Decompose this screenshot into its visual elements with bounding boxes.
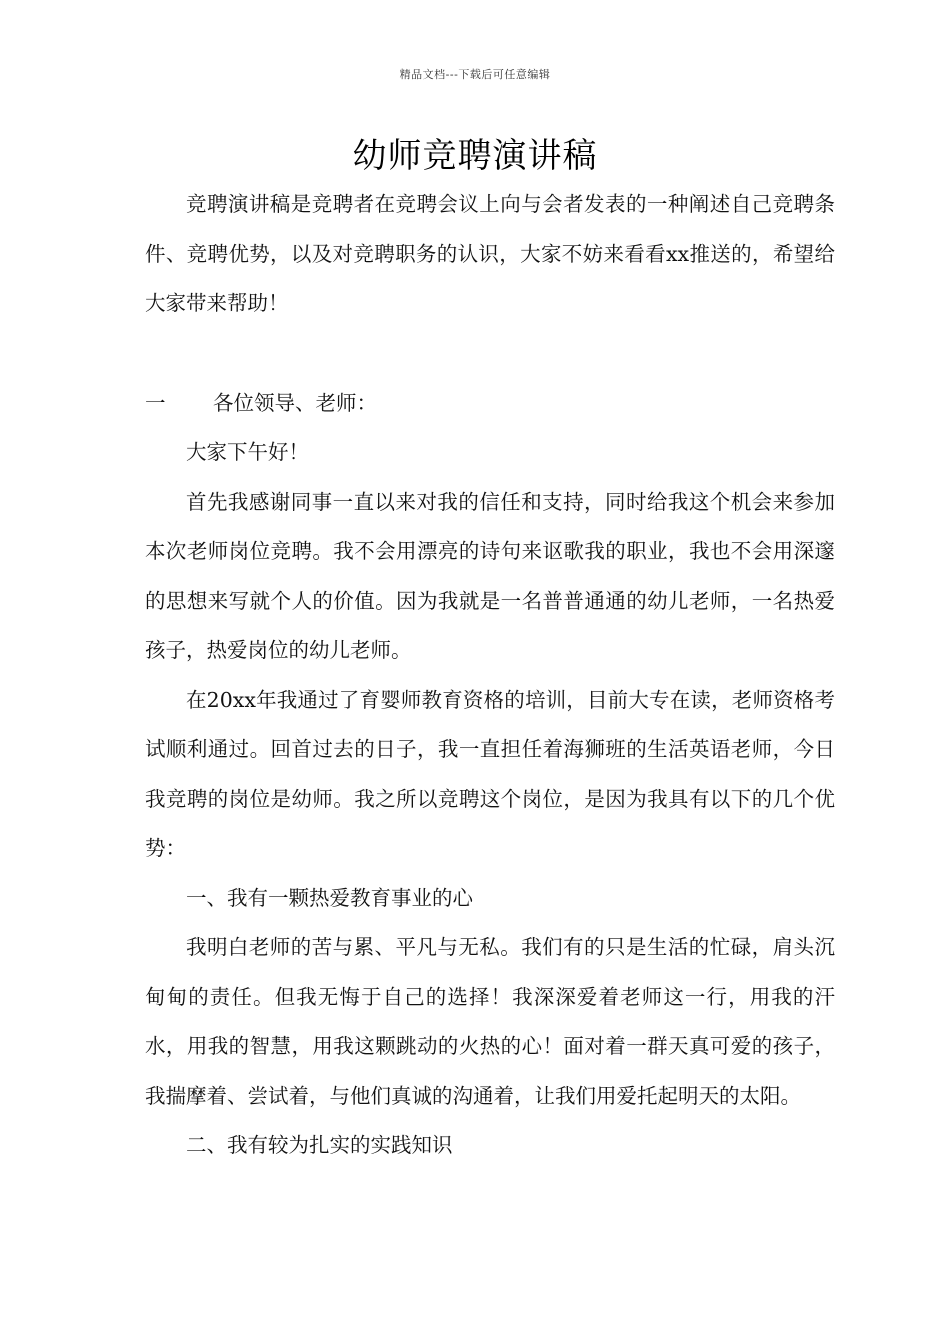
section-heading-1: 一、我有一颗热爱教育事业的心 bbox=[186, 885, 473, 910]
page-header-note: 精品文档---下载后可任意编辑 bbox=[399, 68, 551, 81]
thanks-paragraph: 首先我感谢同事一直以来对我的信任和支持，同时给我这个机会来参加本次老师岗位竞聘。我不会用漂亮的诗句来讴歌我的职业，我也不会用深邃的思想来写就个人的价值。因为我就是一名普普通通的幼儿老师，一名热爱孩子，热爱岗位的幼儿老师。 bbox=[145, 489, 835, 662]
intro-paragraph: 竞聘演讲稿是竞聘者在竞聘会议上向与会者发表的一种阐述自己竞聘条件、竞聘优势，以及对竞聘职务的认识，大家不妨来看看xx推送的，希望给大家带来帮助！ bbox=[145, 192, 835, 315]
background-paragraph: 在20xx年我通过了育婴师教育资格的培训，目前大专在读，老师资格考试顺利通过。回首过去的日子，我一直担任着海狮班的生活英语老师，今日我竞聘的岗位是幼师。我之所以竞聘这个岗位，是因为我具有以下的几个优势： bbox=[145, 687, 835, 860]
salutation-line bbox=[145, 379, 835, 429]
salutation-text: 各位领导、老师： bbox=[213, 390, 377, 415]
blank-line bbox=[145, 329, 835, 379]
section-heading-2: 二、我有较为扎实的实践知识 bbox=[186, 1133, 453, 1157]
salutation-mark: 一 bbox=[145, 390, 166, 415]
greeting-paragraph: 大家下午好！ bbox=[186, 440, 309, 464]
section-1-paragraph: 我明白老师的苦与累、平凡与无私。我们有的只是生活的忙碌，肩头沉甸甸的责任。但我无悔于自己的选择！我深深爱着老师这一行，用我的汗水，用我的智慧，用我这颗跳动的火热的心！面对着一群天真可爱的孩子，我揣摩着、尝试着，与他们真诚的沟通着，让我们用爱托起明天的太阳。 bbox=[145, 935, 835, 1108]
document-title: 幼师竞聘演讲稿 bbox=[352, 136, 598, 176]
document-body bbox=[145, 180, 835, 1171]
